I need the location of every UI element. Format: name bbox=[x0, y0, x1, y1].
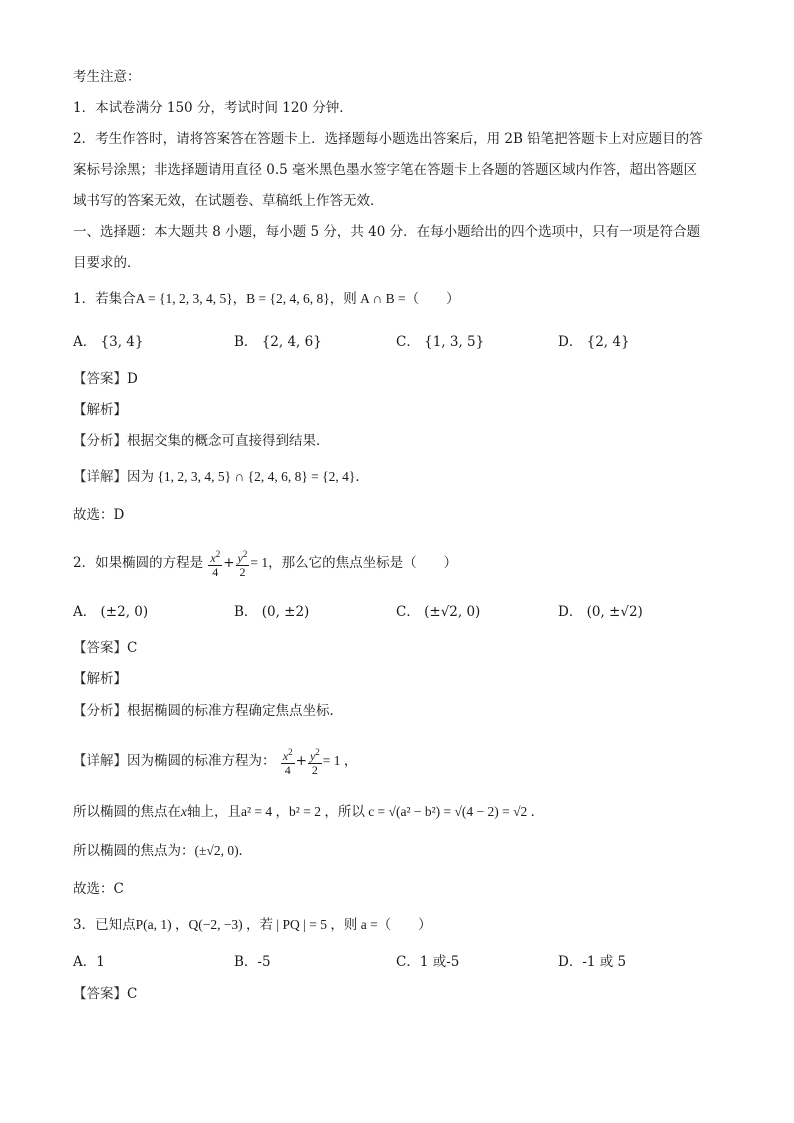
q2-detail-line-2: 所以椭圆的焦点在x轴上，且a² = 4 ，b² = 2 ，所以 c = √(a² − b²) = √(4 − 2) = √2 ． bbox=[73, 804, 545, 820]
q1-xiangjie: 【详解】因为 {1, 2, 3, 4, 5} ∩ {2, 4, 6, 8} = {2, 4}． bbox=[73, 469, 369, 485]
q2-xiangjie: 【详解】因为椭圆的标准方程为： $\frac{x^2}{4}$ + $\frac{y^2}{2}$ = 1 ， bbox=[73, 747, 358, 777]
section-heading-line-1: 一、选择题：本大题共 8 小题，每小题 5 分，共 40 分．在每小题给出的四个选项中，只有一项是符合题 bbox=[73, 224, 701, 240]
q3-answer: 【答案】C bbox=[73, 986, 138, 1002]
set-a: A = {1, 2, 3, 4, 5} bbox=[135, 291, 233, 306]
notice-2-line-3: 域书写的答案无效，在试题卷、草稿纸上作答无效． bbox=[73, 193, 384, 209]
ellipse-x-term: $\frac{x^2}{4}$ bbox=[210, 549, 221, 579]
notice-2-line-1: 2．考生作答时，请将答案答在答题卡上．选择题每小题选出答案后，用 2B 铅笔把答题卡上对应题目的答 bbox=[73, 131, 703, 147]
q1-analysis-tag: 【解析】 bbox=[73, 402, 127, 418]
q1-fenxi: 【分析】根据交集的概念可直接得到结果． bbox=[73, 433, 330, 449]
q2-answer: 【答案】C bbox=[73, 640, 138, 656]
q1-conclusion: 故选：D bbox=[73, 507, 125, 523]
q1-option-d: D． {2, 4} bbox=[558, 334, 630, 350]
q2-option-c: C． (±√2, 0) bbox=[396, 604, 481, 620]
q1-answer: 【答案】D bbox=[73, 371, 138, 387]
section-heading-line-2: 目要求的． bbox=[73, 255, 141, 271]
notice-1: 1．本试卷满分 150 分，考试时间 120 分钟． bbox=[73, 100, 353, 116]
ellipse-y-term: $\frac{y^2}{2}$ bbox=[237, 549, 248, 579]
q3-option-b: B．-5 bbox=[234, 954, 271, 970]
q1-option-b: B． {2, 4, 6} bbox=[234, 334, 322, 350]
question-1: 1．若集合A = {1, 2, 3, 4, 5}，B = {2, 4, 6, 8}，则 A ∩ B =（ ） bbox=[73, 291, 460, 307]
q1-option-a: A． {3, 4} bbox=[73, 334, 144, 350]
notice-title: 考生注意： bbox=[73, 69, 141, 85]
q2-option-b: B． (0, ±2) bbox=[234, 604, 310, 620]
question-2: 2．如果椭圆的方程是 $\frac{x^2}{4}$ + $\frac{y^2}{2}$ = 1，那么它的焦点坐标是（ ） bbox=[73, 549, 458, 579]
q3-option-a: A．1 bbox=[73, 954, 105, 970]
q2-conclusion: 故选：C bbox=[73, 881, 124, 897]
q2-option-d: D． (0, ±√2) bbox=[558, 604, 643, 620]
q3-option-c: C．1 或-5 bbox=[396, 954, 460, 970]
q3-option-d: D．-1 或 5 bbox=[558, 954, 627, 970]
set-b: B = {2, 4, 6, 8} bbox=[246, 291, 330, 306]
q2-analysis-tag: 【解析】 bbox=[73, 671, 127, 687]
q2-option-a: A． (±2, 0) bbox=[73, 604, 149, 620]
q1-option-c: C． {1, 3, 5} bbox=[396, 334, 485, 350]
q2-fenxi: 【分析】根据椭圆的标准方程确定焦点坐标． bbox=[73, 703, 343, 719]
question-3: 3．已知点P(a, 1) ，Q(−2, −3) ，若 | PQ | = 5 ，则 a =（ ） bbox=[73, 917, 432, 933]
notice-2-line-2: 案标号涂黑；非选择题请用直径 0.5 毫米黑色墨水签字笔在答题卡上各题的答题区域内作答，超出答题区 bbox=[73, 162, 698, 178]
q2-detail-line-3: 所以椭圆的焦点为：(±√2, 0)． bbox=[73, 843, 253, 859]
